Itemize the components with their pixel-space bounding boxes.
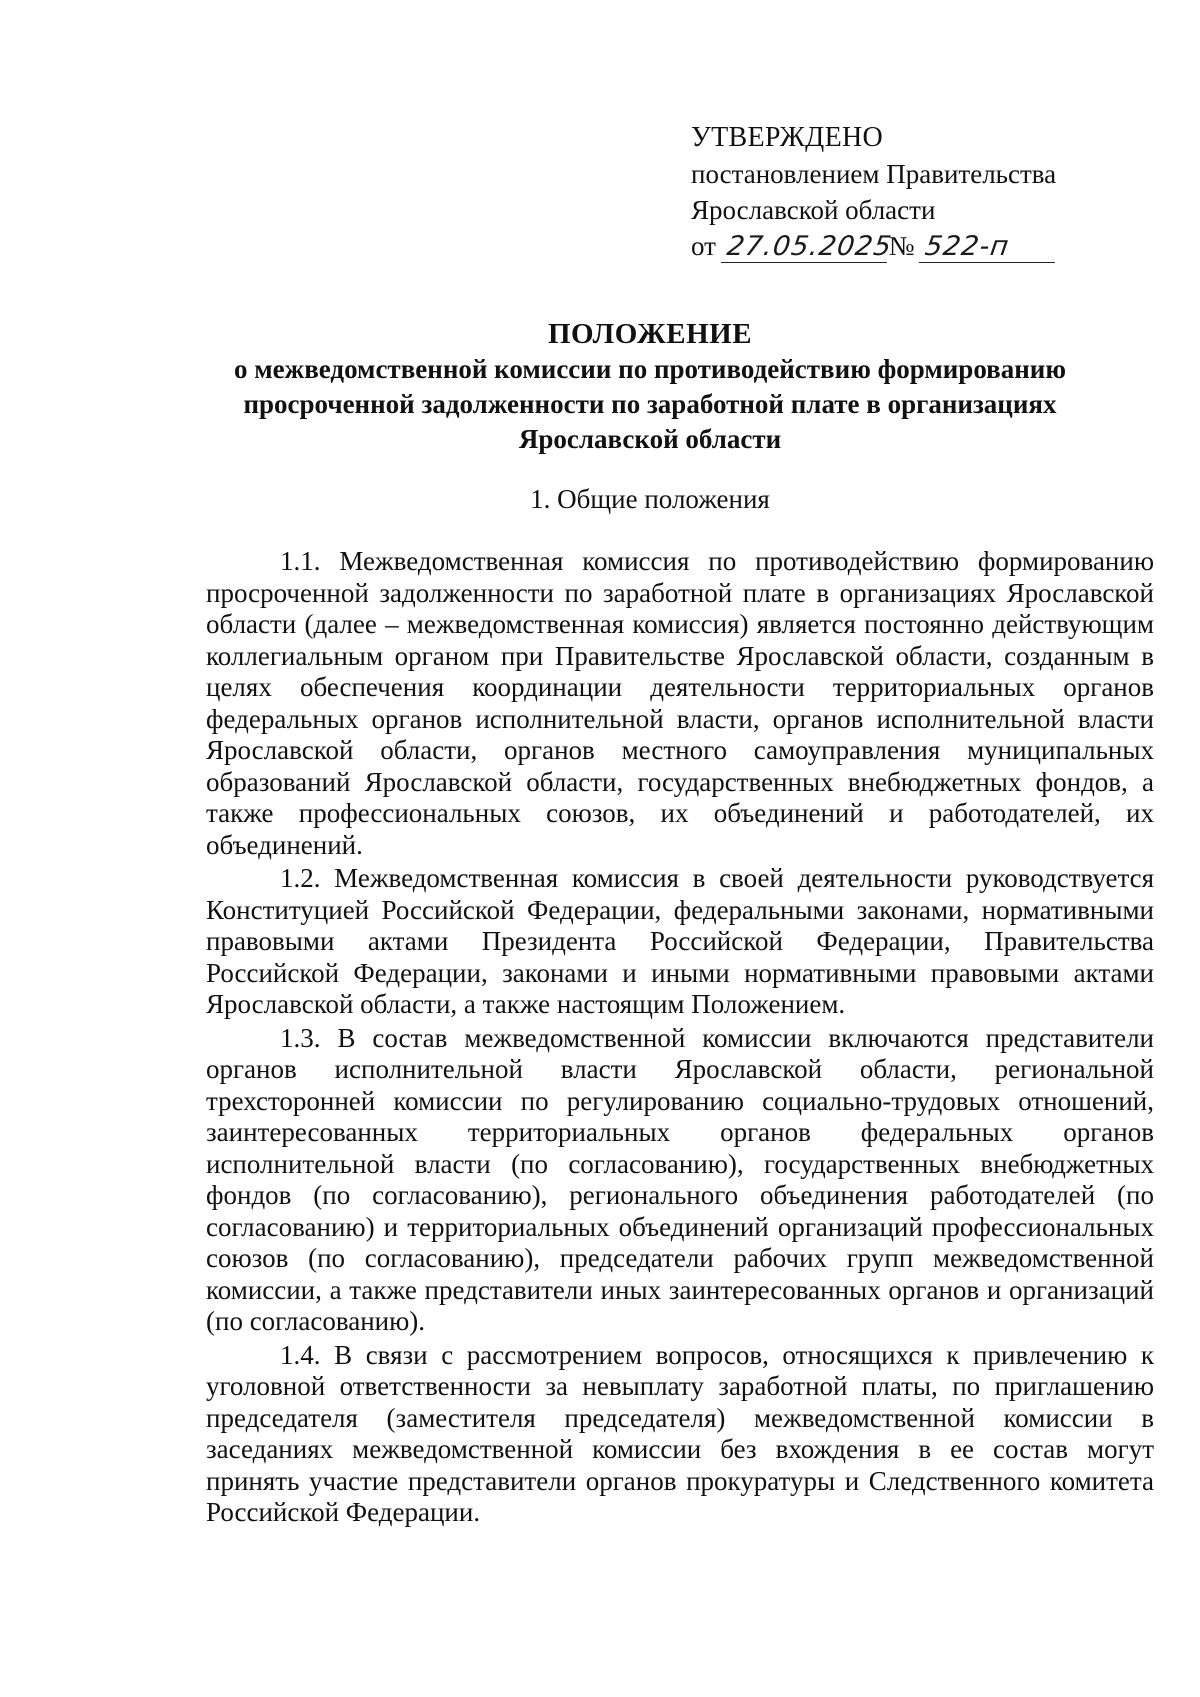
approval-date-line: [691, 228, 1091, 264]
paragraph-1-4: 1.4. В связи с рассмотрением вопросов, относящихся к привлечению к уголовной ответственности за невыплату заработной платы, по приглашению председателя (заместителя председателя) межведомственной комиссии в заседаниях межведомственной комиссии без вхождения в ее состав могут принять участие представители органов прокуратуры и Следственного комитета Российской Федерации.: [206, 1339, 1154, 1527]
paragraph-1-3: 1.3. В состав межведомственной комиссии включаются представители органов исполнительной власти Ярославской области, региональной трехсторонней комиссии по регулированию социально-трудовых отношений, заинтересованных территориальных органов федеральных органов исполнительной власти (по согласованию), государственных внебюджетных фондов (по согласованию), регионального объединения работодателей (по согласованию) и территориальных объединений организаций профессиональных союзов (по согласованию), председатели рабочих групп межведомственной комиссии, а также представители иных заинтересованных органов и организаций (по согласованию).: [206, 1022, 1154, 1336]
number-prefix: №: [888, 231, 915, 261]
handwritten-date: 27.05.2025: [721, 232, 891, 263]
document-subtitle-line-2: просроченной задолженности по заработной плате в организациях: [243, 389, 1057, 419]
handwritten-number: 522-п: [919, 232, 1059, 263]
paragraph-1-1: 1.1. Межведомственная комиссия по противодействию формированию просроченной задолженности по заработной плате в организациях Ярославской области (далее – межведомственная комиссия) является постоянно действующим коллегиальным органом при Правительстве Ярославской области, созданным в целях обеспечения координации деятельности территориальных органов федеральных органов исполнительной власти, органов исполнительной власти Ярославской области, органов местного самоуправления муниципальных образований Ярославской области, государственных внебюджетных фондов, а также профессиональных союзов, их объединений и работодателей, их объединений.: [206, 546, 1154, 860]
approval-block: [691, 120, 1091, 264]
document-title-block: [150, 317, 1150, 457]
document-body: [206, 546, 1154, 1531]
approval-heading: УТВЕРЖДЕНО: [691, 122, 884, 153]
paragraph-1-2: 1.2. Межведомственная комиссия в своей деятельности руководствуется Конституцией Российской Федерации, федеральными законами, нормативными правовыми актами Президента Российской Федерации, Правительства Российской Федерации, законами и иными нормативными правовыми актами Ярославской области, а также настоящим Положением.: [206, 863, 1154, 1019]
document-subtitle-line-1: о межведомственной комиссии по противодействию формированию: [234, 354, 1066, 384]
approval-line-2: Ярославской области: [691, 195, 936, 225]
approval-line-1: постановлением Правительства: [691, 159, 1057, 189]
date-prefix: от: [691, 231, 716, 261]
document-title: ПОЛОЖЕНИЕ: [547, 318, 753, 350]
section-heading: 1. Общие положения: [530, 484, 770, 514]
document-subtitle-line-3: Ярославской области: [518, 424, 782, 454]
